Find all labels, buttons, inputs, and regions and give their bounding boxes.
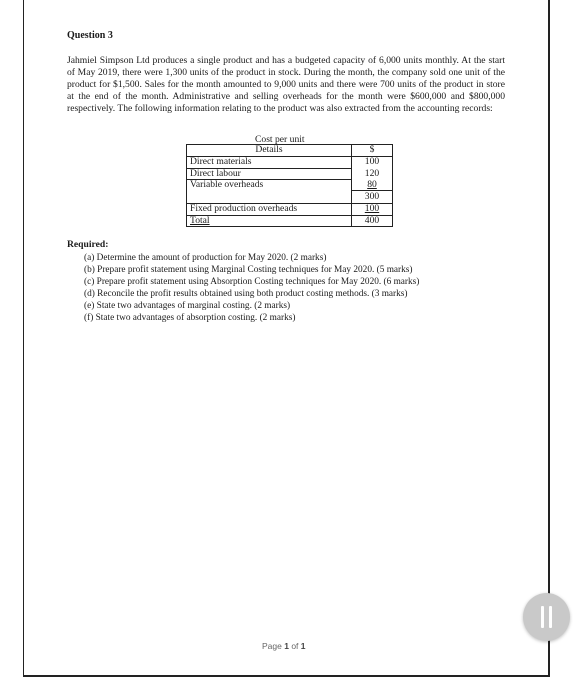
- pause-icon[interactable]: [523, 593, 570, 641]
- table-row-total: [187, 215, 393, 227]
- list-item: (e) State two advantages of marginal costing. (2 marks): [84, 301, 291, 311]
- row-details: [187, 215, 352, 227]
- underlined-label: Total: [190, 214, 210, 226]
- row-details: Variable overheads: [187, 180, 352, 191]
- row-value: [352, 204, 393, 216]
- row-value: 120: [352, 168, 393, 180]
- pause-bar: [541, 606, 544, 628]
- table-header-row: [187, 145, 393, 157]
- pause-bar: [549, 606, 552, 628]
- row-value: 400: [352, 215, 393, 227]
- list-item: (d) Reconcile the profit results obtained using both product costing methods. (3 marks): [84, 289, 408, 299]
- table-row: [187, 168, 393, 180]
- row-details: [187, 191, 352, 204]
- table-row-subtotal: [187, 191, 393, 204]
- list-item: (b) Prepare profit statement using Marginal Costing techniques for May 2020. (5 marks): [84, 265, 413, 275]
- requirements-list: [84, 252, 419, 324]
- row-details: Direct labour: [187, 168, 352, 180]
- list-item: (c) Prepare profit statement using Absorption Costing techniques for May 2020. (6 marks): [84, 277, 420, 287]
- row-details: Direct materials: [187, 157, 352, 169]
- page-middle: of: [288, 641, 301, 651]
- header-value: $: [352, 145, 393, 157]
- underlined-value: 100: [364, 203, 380, 214]
- total-pages: 1: [300, 641, 306, 651]
- list-item: (a) Determine the amount of production for May 2020. (2 marks): [84, 253, 327, 263]
- row-value: 100: [352, 157, 393, 169]
- table-row: [187, 157, 393, 169]
- table-caption: Cost per unit: [255, 134, 305, 145]
- table-row: [187, 180, 393, 191]
- cost-table: [186, 144, 393, 227]
- current-page: 1: [284, 641, 289, 651]
- row-value: [352, 180, 393, 191]
- row-details: Fixed production overheads: [187, 204, 352, 216]
- table-row: [187, 204, 393, 216]
- header-details: Details: [187, 145, 352, 157]
- required-label: Required:: [67, 239, 109, 250]
- question-title: Question 3: [67, 30, 113, 41]
- question-paragraph: Jahmiel Simpson Ltd produces a single product and has a budgeted capacity of 6,000 units monthly. At the start of May 2019, there were 1,300 units of the product in stock. During the month, the company sold one unit of the product for $1,500. Sales for the month amounted to 9,000 units and there were 700 units of the product in store at the end of the month. Administrative and selling overheads for the month were $600,000 and $800,000 respectively. The following information relating to the product was also extracted from the accounting records:: [67, 55, 505, 114]
- list-item: (f) State two advantages of absorption costing. (2 marks): [84, 313, 296, 323]
- page-prefix: Page: [262, 641, 285, 651]
- row-value: 300: [352, 191, 393, 204]
- page-indicator: [262, 641, 306, 651]
- underlined-value: 80: [367, 178, 377, 190]
